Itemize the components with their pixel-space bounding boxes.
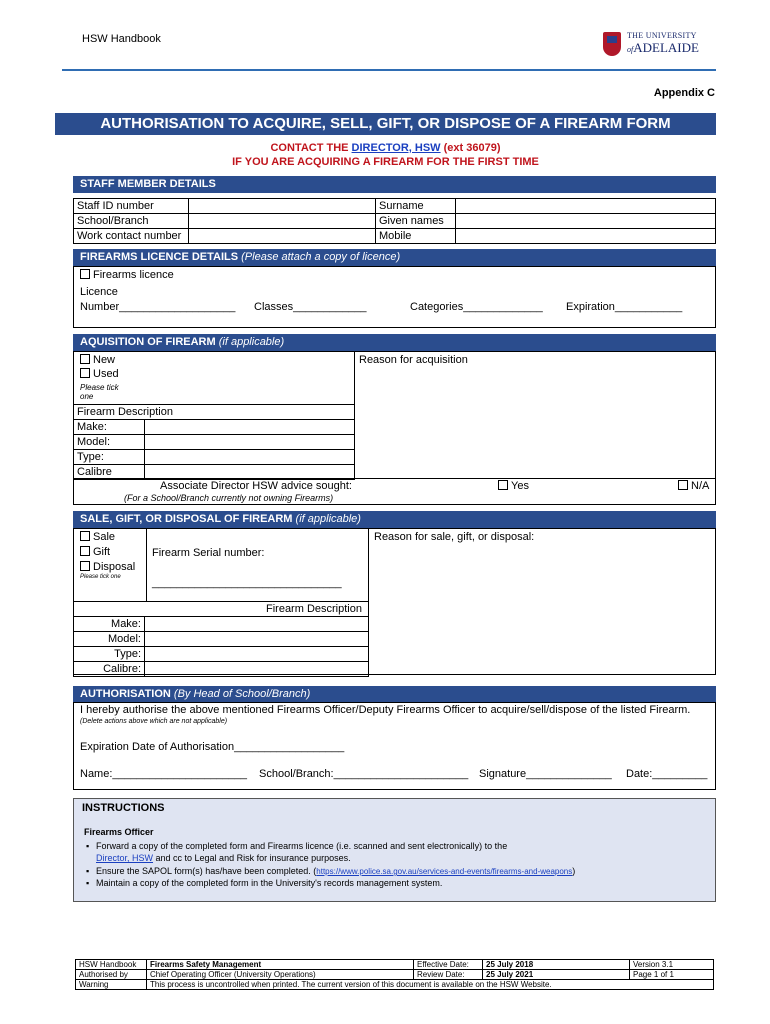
signature-field[interactable]: Signature______________ [479,768,612,780]
type-field[interactable] [145,450,355,465]
licence-number-field[interactable]: Number___________________ [80,301,236,313]
checkbox-icon [80,354,90,364]
footer-table [75,959,714,990]
sale-calibre-field[interactable] [145,662,369,677]
director-hsw-link[interactable]: Director, HSW [96,853,154,863]
type-label: Type: [74,450,145,465]
acquisition-box [73,351,716,505]
instruction-item: ▪ Ensure the SAPOL form(s) has/have been completed. (https://www.police.sa.gov.au/services-and-events/firearms-and-weapons) [86,866,576,876]
sale-type-field[interactable] [145,647,369,662]
appendix-label: Appendix C [653,87,715,99]
footer-cell: Warning [76,980,147,990]
licence-classes-field[interactable]: Classes____________ [254,301,367,313]
licence-heading: FIREARMS LICENCE DETAILS (Please attach a copy of licence) [73,249,716,266]
name-field[interactable]: Name:______________________ [80,768,247,780]
footer-cell: Version 3.1 [630,960,714,970]
footer-cell: Page 1 of 1 [630,970,714,980]
model-label: Model: [74,435,145,450]
footer-cell: This process is uncontrolled when printed. The current version of this document is available on the HSW Website. [147,980,714,990]
advice-label: Associate Director HSW advice sought: [160,480,352,492]
footer-cell: Chief Operating Officer (University Operations) [147,970,414,980]
checkbox-icon [80,531,90,541]
new-checkbox[interactable]: New [80,354,115,366]
acquisition-reason-label: Reason for acquisition [359,354,468,366]
disposal-checkbox[interactable]: Disposal [80,561,135,573]
sale-tick-note: Please tick one [80,574,121,580]
given-names-field[interactable] [456,214,716,229]
authorisation-text: I hereby authorise the above mentioned Firearms Officer/Deputy Firearms Officer to acquire/sell/dispose of the listed Firearm. [80,704,691,716]
tick-note: Please tick one [80,383,119,401]
serial-field[interactable]: _______________________________ [152,577,342,589]
make-field[interactable] [145,420,355,435]
checkbox-icon [80,269,90,279]
work-contact-field[interactable] [189,229,376,244]
sale-box [73,528,716,675]
school-label: School/Branch [74,214,189,229]
sale-make-field[interactable] [145,617,369,632]
first-time-line: IF YOU ARE ACQUIRING A FIREARM FOR THE FIRST TIME [232,156,539,168]
form-title: AUTHORISATION TO ACQUIRE, SELL, GIFT, OR DISPOSE OF A FIREARM FORM [55,113,716,135]
footer-cell: 25 July 2021 [483,970,630,980]
staff-id-label: Staff ID number [74,199,189,214]
used-checkbox[interactable]: Used [80,368,119,380]
calibre-label: Calibre [74,465,145,480]
logo-line2: ofADELAIDE [627,40,699,55]
licence-checkbox[interactable]: Firearms licence [80,269,174,281]
authorisation-heading: AUTHORISATION (By Head of School/Branch) [73,686,716,703]
school-field[interactable] [189,214,376,229]
serial-label: Firearm Serial number: [152,547,265,559]
acquisition-desc-table [73,404,355,480]
staff-table [73,198,716,244]
checkbox-icon [80,561,90,571]
sale-model-field[interactable] [145,632,369,647]
model-field[interactable] [145,435,355,450]
yes-checkbox[interactable]: Yes [498,480,529,492]
staff-heading: STAFF MEMBER DETAILS [73,176,716,193]
authorisation-box [73,702,716,790]
advice-note: (For a School/Branch currently not owning Firearms) [124,493,334,503]
gift-checkbox[interactable]: Gift [80,546,110,558]
footer-cell: Review Date: [414,970,483,980]
footer-cell: 25 July 2018 [483,960,630,970]
firearm-description-label: Firearm Description [74,405,355,420]
given-names-label: Given names [376,214,456,229]
sale-reason-label: Reason for sale, gift, or disposal: [374,531,535,543]
licence-categories-field[interactable]: Categories_____________ [410,301,543,313]
sale-make-label: Make: [74,617,145,632]
licence-label: Licence [80,286,118,298]
mobile-field[interactable] [456,229,716,244]
work-contact-label: Work contact number [74,229,189,244]
date-field[interactable]: Date:_________ [626,768,708,780]
staff-id-field[interactable] [189,199,376,214]
instructions-box [73,798,716,902]
na-checkbox[interactable]: N/A [678,480,709,492]
director-link[interactable]: DIRECTOR, HSW [351,142,441,154]
logo-line1: THE UNIVERSITY [627,31,697,40]
sale-heading: SALE, GIFT, OR DISPOSAL OF FIREARM (if applicable) [73,511,716,528]
licence-expiration-field[interactable]: Expiration___________ [566,301,683,313]
header-divider [62,69,716,71]
checkbox-icon [80,546,90,556]
footer-cell: Effective Date: [414,960,483,970]
surname-field[interactable] [456,199,716,214]
instruction-item: ▪ Maintain a copy of the completed form in the University's records management system. [86,878,443,888]
contact-line: CONTACT THE DIRECTOR, HSW (ext 36079) [270,142,501,154]
instruction-item: ▪ Forward a copy of the completed form and Firearms licence (i.e. scanned and sent electronically) to the Director, HSW and cc to Legal and Risk for insurance purposes. [86,841,508,863]
checkbox-icon [498,480,508,490]
sale-calibre-label: Calibre: [74,662,145,677]
handbook-title: HSW Handbook [82,33,161,45]
instructions-heading: INSTRUCTIONS [82,802,165,814]
sale-checkbox[interactable]: Sale [80,531,115,543]
university-logo [601,30,701,62]
footer-cell: HSW Handbook [76,960,147,970]
expiry-field[interactable]: Expiration Date of Authorisation__________________ [80,741,345,753]
sale-description-label: Firearm Description [266,603,362,615]
authorisation-note: (Delete actions above which are not applicable) [80,718,228,725]
footer-cell: Firearms Safety Management [147,960,414,970]
licence-box [73,266,716,328]
sale-model-label: Model: [74,632,145,647]
mobile-label: Mobile [376,229,456,244]
acquisition-heading: AQUISITION OF FIREARM (if applicable) [73,334,716,351]
checkbox-icon [678,480,688,490]
checkbox-icon [80,368,90,378]
sapol-link[interactable]: https://www.police.sa.gov.au/services-and-events/firearms-and-weapons [316,867,573,876]
school-branch-field[interactable]: School/Branch:______________________ [259,768,469,780]
surname-label: Surname [376,199,456,214]
sale-desc-table [73,616,369,677]
sale-type-label: Type: [74,647,145,662]
crest-icon [603,32,621,56]
instructions-subheading: Firearms Officer [84,827,154,837]
make-label: Make: [74,420,145,435]
footer-cell: Authorised by [76,970,147,980]
